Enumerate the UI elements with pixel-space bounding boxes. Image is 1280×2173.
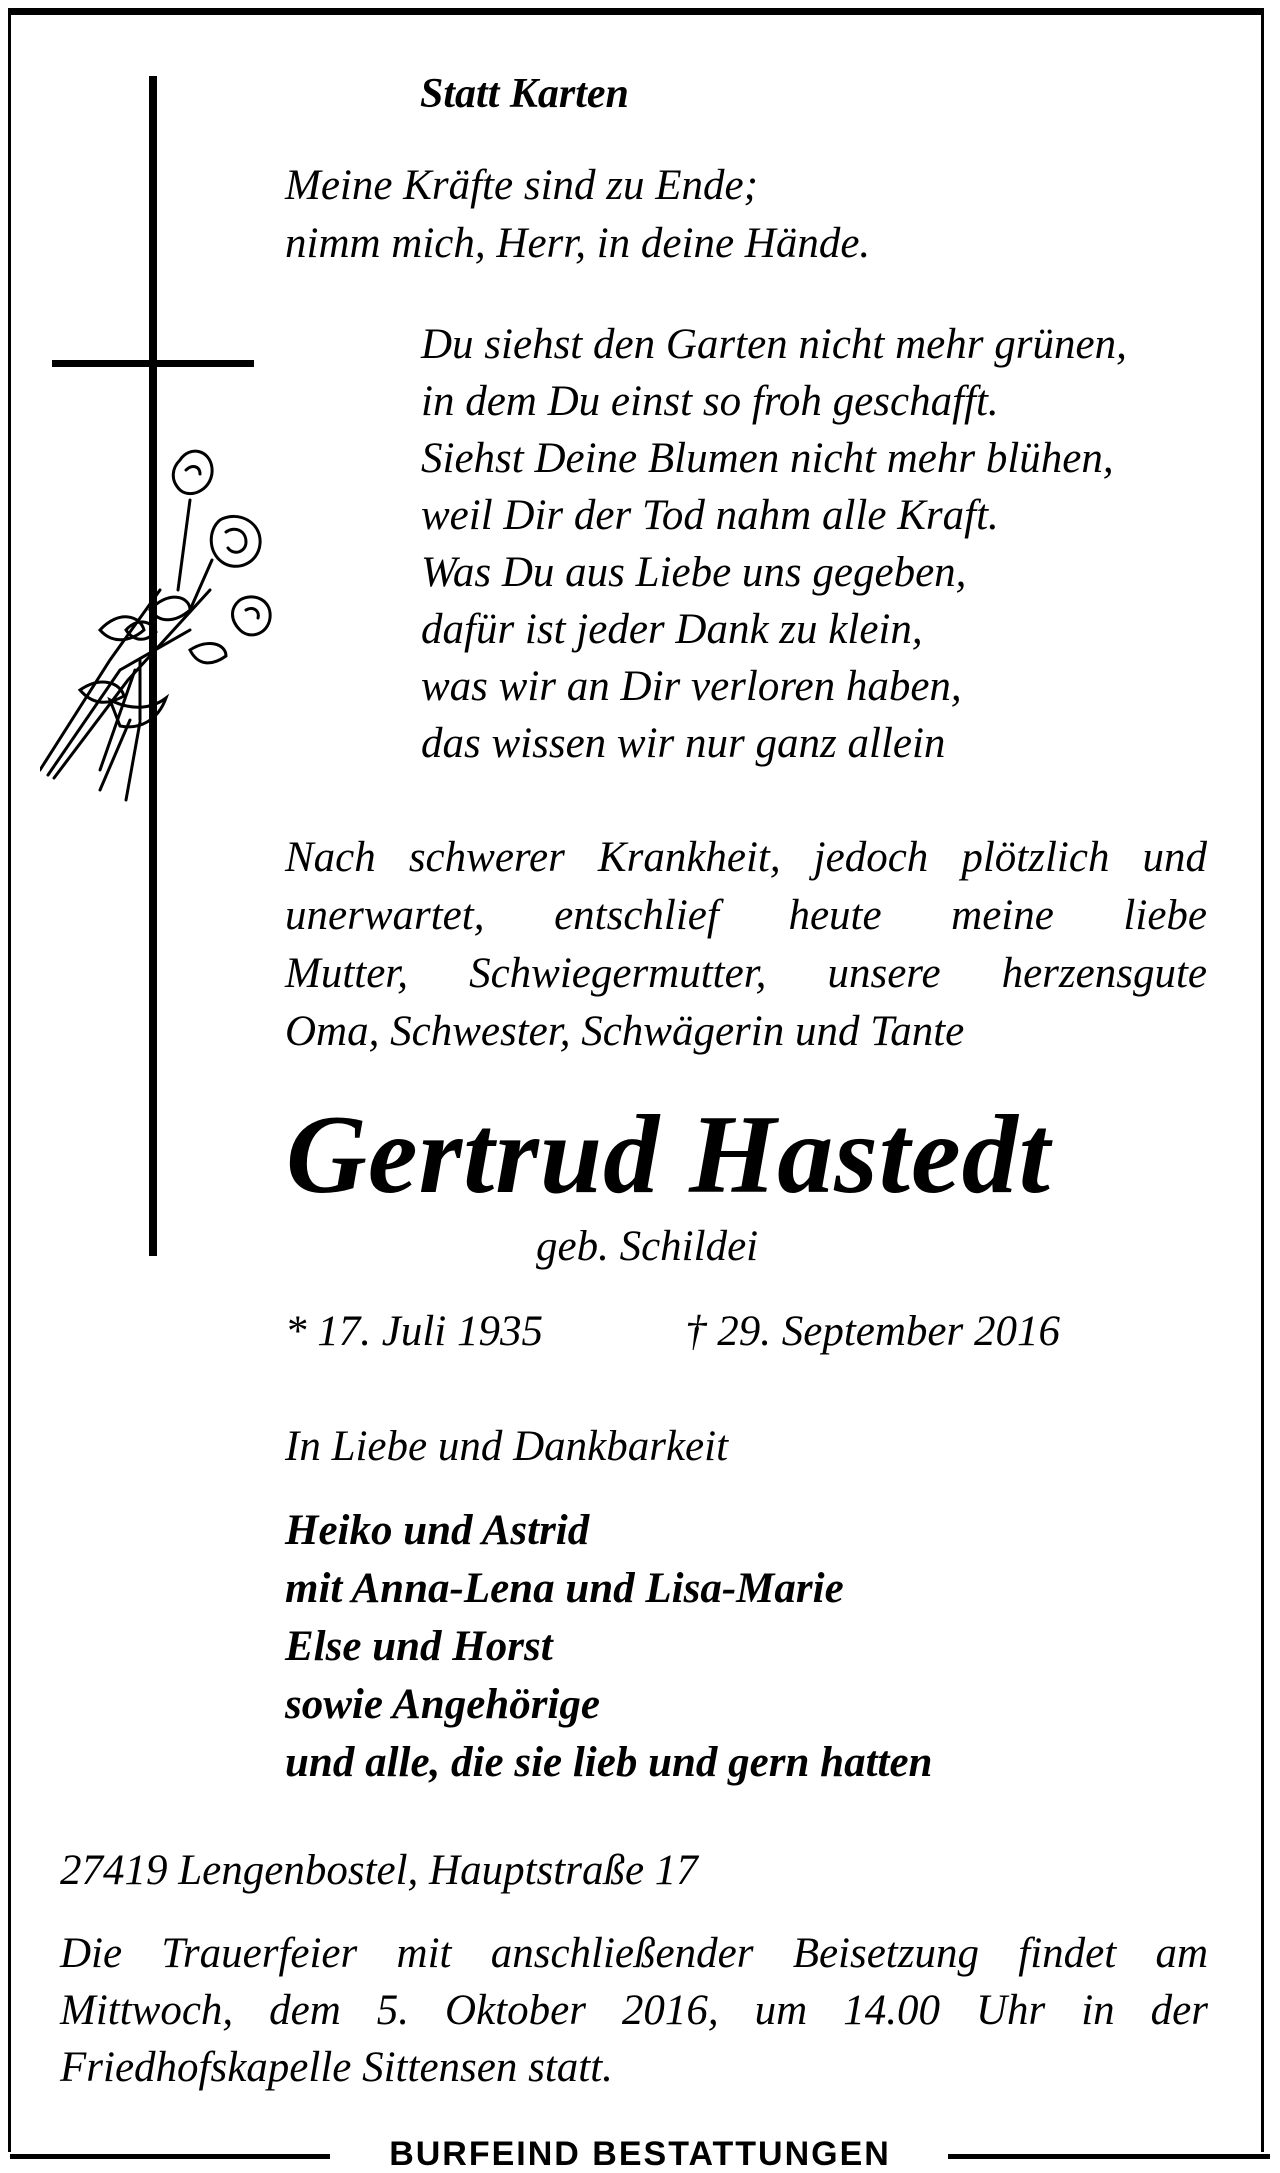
motto-verse [285,157,870,273]
funeral-info-line: Mittwoch, dem 5. Oktober 2016, um 14.00 Uhr in der [60,1987,1208,2034]
death-date: † 29. September 2016 [685,1308,1060,1355]
mourner-line: mit Anna-Lena und Lisa-Marie [285,1565,844,1612]
poem-line: Siehst Deine Blumen nicht mehr blühen, [421,435,1114,482]
birth-date: * 17. Juli 1935 [285,1308,543,1355]
thanks-line: In Liebe und Dankbarkeit [285,1423,729,1470]
address: 27419 Lengenbostel, Hauptstraße 17 [60,1847,698,1894]
poem-line: in dem Du einst so froh geschafft. [421,378,999,425]
announcement-line: Mutter, Schwiegermutter, unsere herzensgute [285,950,1207,997]
mourner-line: sowie Angehörige [285,1681,600,1728]
funeral-info-paragraph [60,1925,1208,2096]
motto-line: Meine Kräfte sind zu Ende; [285,162,758,209]
footer-rule-left [10,2154,330,2159]
maiden-name: geb. Schildei [536,1223,759,1270]
greeting-heading: Statt Karten [420,71,629,117]
poem-line: weil Dir der Tod nahm alle Kraft. [421,492,999,539]
announcement-paragraph [285,829,1207,1061]
mourner-line: Else und Horst [285,1623,553,1670]
cross-with-roses-icon [40,70,280,1270]
announcement-line: unerwartet, entschlief heute meine liebe [285,892,1207,939]
poem-line: was wir an Dir verloren haben, [421,663,962,710]
mourner-line: Heiko und Astrid [285,1507,590,1554]
poem-line: dafür ist jeder Dank zu klein, [421,606,923,653]
deceased-name: Gertrud Hastedt [286,1093,1051,1217]
announcement-line: Nach schwerer Krankheit, jedoch plötzlich und [285,834,1207,881]
mourners-list [285,1502,932,1792]
footer-rule-right [948,2154,1270,2159]
announcement-line: Oma, Schwester, Schwägerin und Tante [285,1008,965,1055]
poem-line: Du siehst den Garten nicht mehr grünen, [421,321,1127,368]
poem-line: das wissen wir nur ganz allein [421,720,946,767]
mourner-line: und alle, die sie lieb und gern hatten [285,1739,933,1786]
funeral-info-line: Friedhofskapelle Sittensen statt. [60,2044,613,2091]
funeral-info-line: Die Trauerfeier mit anschließender Beisetzung findet am [60,1930,1208,1977]
motto-line: nimm mich, Herr, in deine Hände. [285,220,871,267]
undertaker-name: BURFEIND BESTATTUNGEN [389,2135,891,2173]
poem [421,316,1127,772]
footer [10,2135,1270,2173]
poem-line: Was Du aus Liebe uns gegeben, [421,549,967,596]
cross-icon [52,76,254,1256]
